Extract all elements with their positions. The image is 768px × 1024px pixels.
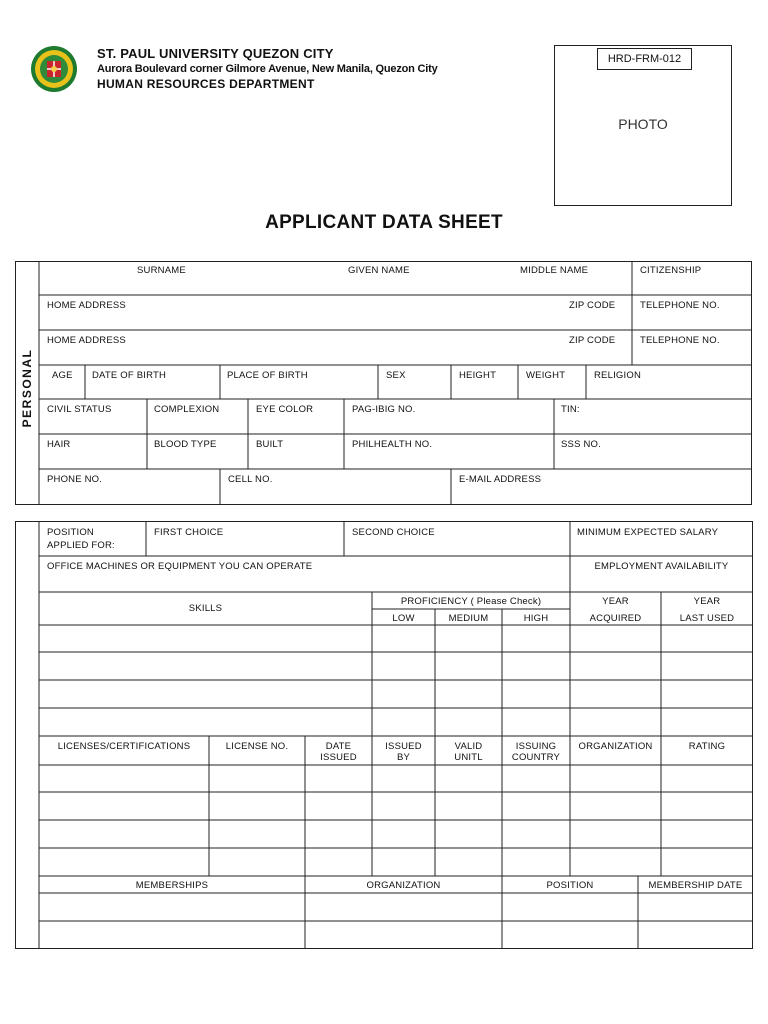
home-address-label-2: HOME ADDRESS (47, 335, 126, 346)
proficiency-high-label: HIGH (523, 613, 549, 624)
photo-label: PHOTO (618, 116, 668, 132)
hair-label: HAIR (47, 439, 71, 450)
year-last-used-label-2: LAST USED (679, 613, 735, 624)
license-no-label: LICENSE NO. (225, 741, 289, 752)
zip-code-label-1: ZIP CODE (569, 300, 616, 311)
date-of-birth-label: DATE OF BIRTH (92, 370, 167, 381)
weight-label: WEIGHT (526, 370, 566, 381)
date-issued-label-1: DATE (325, 741, 352, 752)
year-acquired-label-1: YEAR (602, 596, 629, 607)
pagibig-label: PAG-IBIG NO. (352, 404, 416, 415)
proficiency-medium-label: MEDIUM (448, 613, 489, 624)
year-last-used-label-1: YEAR (693, 596, 721, 607)
university-name: ST. PAUL UNIVERSITY QUEZON CITY (97, 46, 334, 61)
office-machines-label: OFFICE MACHINES OR EQUIPMENT YOU CAN OPERATE (47, 561, 313, 572)
date-issued-label-2: ISSUED (320, 752, 357, 763)
cell-label: CELL NO. (228, 474, 273, 485)
tin-label: TIN: (561, 404, 580, 415)
eye-color-label: EYE COLOR (256, 404, 314, 415)
proficiency-label: PROFICIENCY ( Please Check) (400, 596, 542, 607)
citizenship-label: CITIZENSHIP (640, 265, 702, 276)
philhealth-label: PHILHEALTH NO. (352, 439, 433, 450)
given-name-label: GIVEN NAME (348, 265, 410, 276)
page-title: APPLICANT DATA SHEET (265, 212, 503, 233)
religion-label: RELIGION (594, 370, 641, 381)
rating-label: RATING (688, 741, 726, 752)
middle-name-label: MIDDLE NAME (520, 265, 589, 276)
second-choice-label: SECOND CHOICE (352, 527, 435, 538)
department-name: HUMAN RESOURCES DEPARTMENT (97, 77, 315, 91)
membership-organization-label: ORGANIZATION (366, 880, 441, 891)
telephone-label-2: TELEPHONE NO. (640, 335, 720, 346)
year-acquired-label-2: ACQUIRED (589, 613, 642, 624)
zip-code-label-2: ZIP CODE (569, 335, 616, 346)
sex-label: SEX (386, 370, 406, 381)
personal-section-label: PERSONAL (20, 348, 34, 428)
valid-until-label-1: VALID (454, 741, 483, 752)
skills-label: SKILLS (188, 603, 223, 614)
first-choice-label: FIRST CHOICE (154, 527, 224, 538)
civil-status-label: CIVIL STATUS (47, 404, 112, 415)
email-label: E-MAIL ADDRESS (459, 474, 542, 485)
issued-by-label-1: ISSUED (385, 741, 422, 752)
issued-by-label-2: BY (396, 752, 411, 763)
surname-label: SURNAME (137, 265, 186, 276)
proficiency-low-label: LOW (392, 613, 415, 624)
licenses-label: LICENSES/CERTIFICATIONS (57, 741, 191, 752)
min-salary-label: MINIMUM EXPECTED SALARY (577, 527, 719, 538)
issuing-country-label-2: COUNTRY (511, 752, 561, 763)
membership-date-label: MEMBERSHIP DATE (648, 880, 743, 891)
position-applied-label-2: APPLIED FOR: (47, 540, 115, 551)
issuing-country-label-1: ISSUING (515, 741, 557, 752)
university-address: Aurora Boulevard corner Gilmore Avenue, New Manila, Quezon City (97, 63, 438, 75)
blood-type-label: BLOOD TYPE (154, 439, 217, 450)
license-organization-label: ORGANIZATION (578, 741, 653, 752)
height-label: HEIGHT (459, 370, 497, 381)
place-of-birth-label: PLACE OF BIRTH (227, 370, 308, 381)
position-applied-label-1: POSITION (47, 527, 94, 538)
phone-label: PHONE NO. (47, 474, 103, 485)
age-label: AGE (52, 370, 73, 381)
complexion-label: COMPLEXION (154, 404, 220, 415)
telephone-label-1: TELEPHONE NO. (640, 300, 720, 311)
built-label: BUILT (256, 439, 284, 450)
employment-availability-label: EMPLOYMENT AVAILABILITY (594, 561, 729, 572)
valid-until-label-2: UNITL (454, 752, 483, 763)
membership-position-label: POSITION (546, 880, 594, 891)
sss-label: SSS NO. (561, 439, 601, 450)
memberships-label: MEMBERSHIPS (135, 880, 209, 891)
form-code: HRD-FRM-012 (597, 48, 692, 70)
home-address-label-1: HOME ADDRESS (47, 300, 126, 311)
